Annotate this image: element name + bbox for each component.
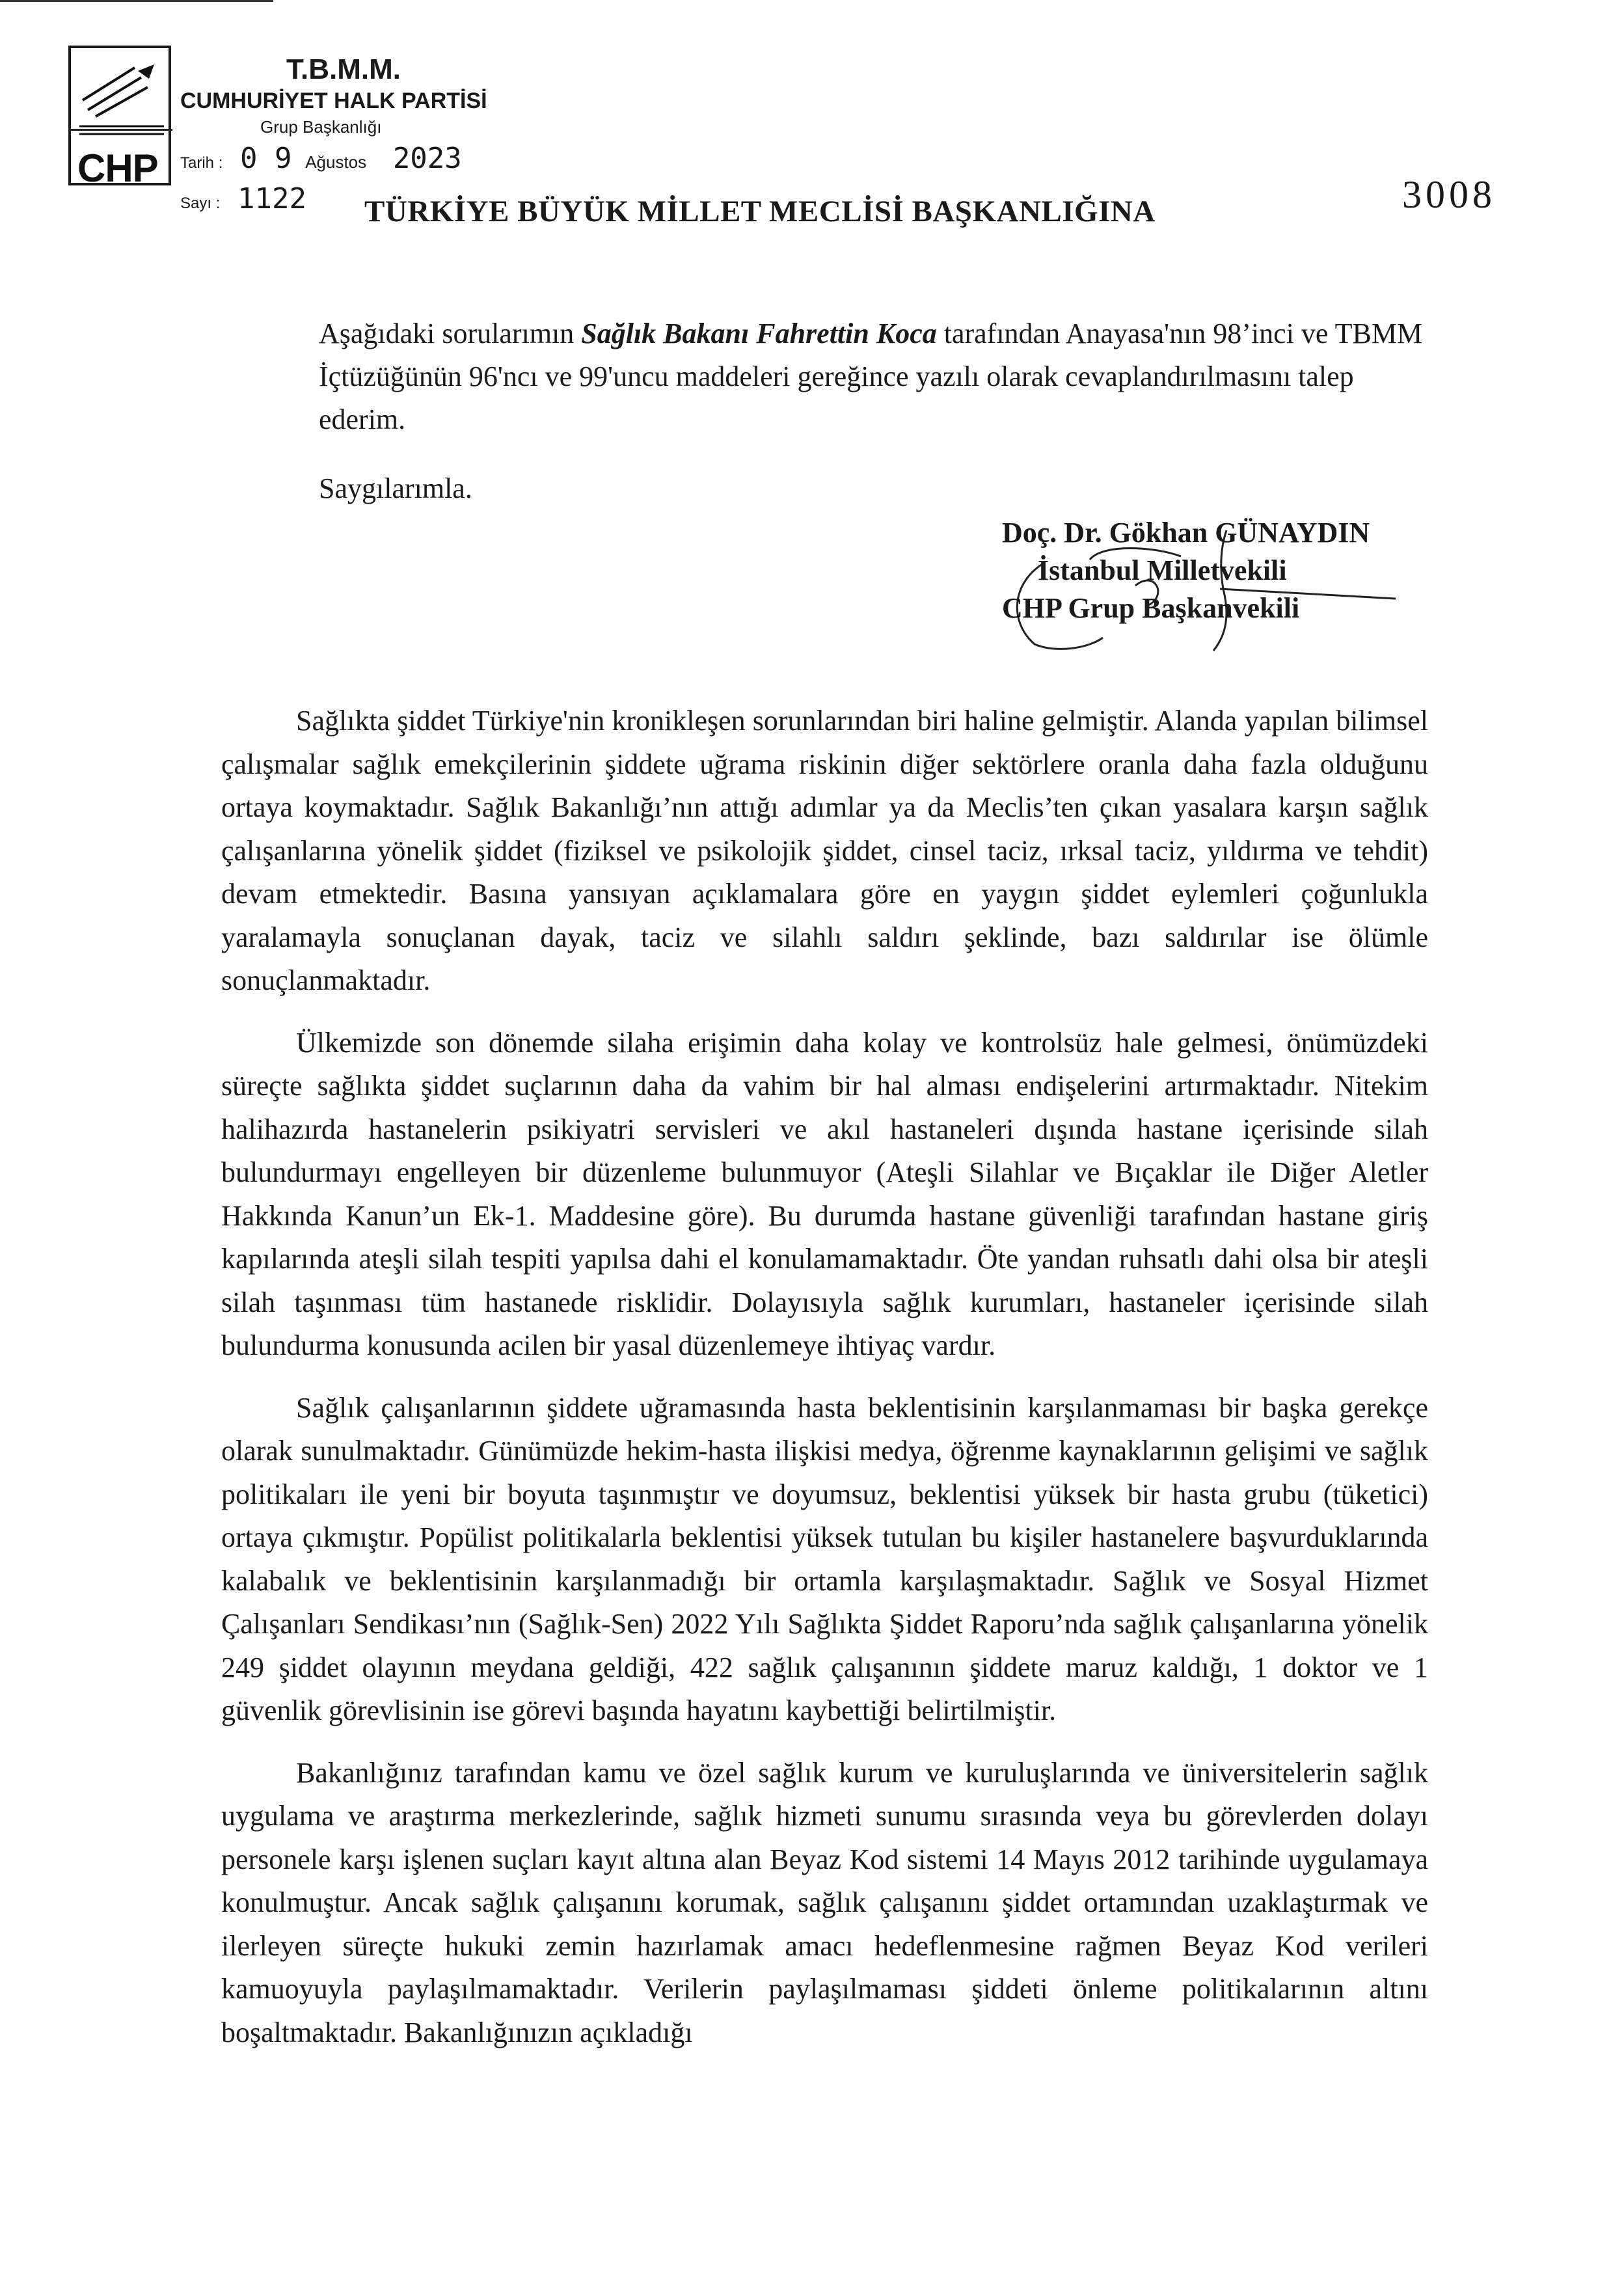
chp-logo — [68, 46, 171, 190]
stamp-rule — [68, 129, 172, 131]
page-title: TÜRKİYE BÜYÜK MİLLET MECLİSİ BAŞKANLIĞINA — [364, 195, 1156, 228]
stamp-institution: T.B.M.M. — [286, 53, 401, 85]
signature-block — [1002, 514, 1457, 627]
date-day: 0 9 — [240, 142, 292, 175]
stamp-date — [180, 142, 462, 175]
number-label: Sayı : — [180, 195, 221, 212]
closing-regards: Saygılarımla. — [319, 472, 472, 504]
body-paragraph: Ülkemizde son dönemde silaha erişimin daha kolay ve kontrolsüz hale gelmesi, önümüzdeki süreçte sağlıkta şiddet suçlarının daha da vahim bir hal alması endişelerini artırmaktadır. Nitekim halihazırda hastanelerin psikiyatri servisleri ve akıl hastaneleri dışında hastane içerisinde silah bulundurmayı engelleyen bir düzenleme bulunmuyor (Ateşli Silahlar ve Bıçaklar ile Diğer Aletler Hakkında Kanun’un Ek-1. Maddesine göre). Bu durumda hastane güvenliği tarafından hastane giriş kapılarında ateşli silah tespiti yapılsa dahi el konulamamaktadır. Öte yandan ruhsatlı dahi olsa bir ateşli silah taşınması tüm hastanede risklidir. Dolayısıyla sağlık kurumları, hastaneler içerisinde silah bulundurma konusunda acilen bir yasal düzenlemeye ihtiyaç vardır. — [221, 1026, 1428, 1361]
stamp-group: Grup Başkanlığı — [260, 117, 382, 137]
body-paragraph: Sağlık çalışanlarının şiddete uğramasında hasta beklentisinin karşılanmaması bir başka gerekçe olarak sunulmaktadır. Günümüzde hekim-hasta ilişkisi medya, öğrenme kaynaklarının gelişimi ve sağlık politikaları ile yeni bir boyuta taşınmıştır ve doyumsuz, beklentisi yüksek bir hasta grubu (tüketici) ortaya çıkmıştır. Popülist politikalarla beklentisi yüksek tutulan bu kişiler hastanelere başvurduklarında kalabalık ve beklentisinin karşılanmadığı bir ortamla karşılaşmaktadır. Sağlık ve Sosyal Hizmet Çalışanları Sendikası’nın (Sağlık-Sen) 2022 Yılı Sağlıkta Şiddet Raporu’nda sağlık çalışanlarına yönelik 249 şiddet olayının meydana geldiği, 422 sağlık çalışanının şiddete maruz kaldığı, 1 doktor ve 1 güvenlik görevlisinin ise görevi başında hayatını kaybettiği belirtilmiştir. — [221, 1391, 1428, 1726]
date-month: Ağustos — [305, 152, 367, 172]
body-paragraph: Bakanlığınız tarafından kamu ve özel sağlık kurum ve kuruluşlarında ve üniversitelerin sağlık uygulama ve araştırma merkezlerinde, sağlık hizmeti sunumu sırasında veya bu görevlerden dolayı personele karşı işlenen suçları kayıt altına alan Beyaz Kod sistemi 14 Mayıs 2012 tarihinde uygulamaya konulmuştur. Ancak sağlık çalışanını korumak, sağlık çalışanını şiddet ortamından uzaklaştırmak ve ilerleyen süreçte hukuki zemin hazırlamak amacı hedeflenmesine rağmen Beyaz Kod verileri kamuoyuyla paylaşılmamaktadır. Verilerin paylaşılmaması şiddeti önleme politikalarının altını boşaltmaktadır. Bakanlığınızın açıkladığı — [221, 1756, 1428, 2048]
minister-name: Sağlık Bakanı Fahrettin Koca — [581, 318, 937, 349]
date-year: 2023 — [392, 142, 462, 175]
number-value: 1122 — [237, 182, 306, 215]
date-label: Tarih : — [180, 154, 223, 172]
signatory-title-1: İstanbul Milletvekili — [1038, 554, 1287, 586]
party-stamp — [68, 46, 869, 215]
document-number: 3008 — [1402, 173, 1496, 216]
signatory-name: Doç. Dr. Gökhan GÜNAYDIN — [1002, 517, 1370, 549]
torch-icon — [76, 55, 167, 139]
stamp-number — [180, 182, 306, 215]
intro-before: Aşağıdaki sorularımın — [319, 318, 582, 349]
logo-text: CHP — [77, 146, 158, 190]
signatory-title-2: CHP Grup Başkanvekili — [1002, 592, 1300, 624]
body-paragraph: Sağlıkta şiddet Türkiye'nin kronikleşen sorunlarından biri haline gelmiştir. Alanda yapılan bilimsel çalışmalar sağlık emekçilerinin şiddete uğrama riskinin diğer sektörlere oranla daha fazla olduğunu ortaya koymaktadır. Sağlık Bakanlığı’nın attığı adımlar ya da Meclis’ten çıkan yasalara karşın sağlık çalışanlarına yönelik şiddet (fiziksel ve psikolojik şiddet, cinsel taciz, ırksal taciz, yıldırma ve tehdit) devam etmektedir. Basına yansıyan açıklamalara göre en yaygın şiddet eylemleri çoğunlukla yaralamayla sonuçlanan dayak, taciz ve silahlı saldırı şeklinde, bazı saldırılar ise ölümle sonuçlanmaktadır. — [221, 705, 1428, 996]
document-body — [221, 700, 1428, 2073]
stamp-party: CUMHURİYET HALK PARTİSİ — [180, 88, 487, 113]
intro-after: tarafından Anayasa'nın 98’inci ve TBMM İçtüzüğünün 96'ncı ve 99'uncu maddeleri gereğince yazılı olarak cevaplandırılmasını talep ederim. — [319, 318, 1423, 435]
top-rule — [0, 0, 273, 2]
intro-paragraph — [319, 312, 1428, 441]
